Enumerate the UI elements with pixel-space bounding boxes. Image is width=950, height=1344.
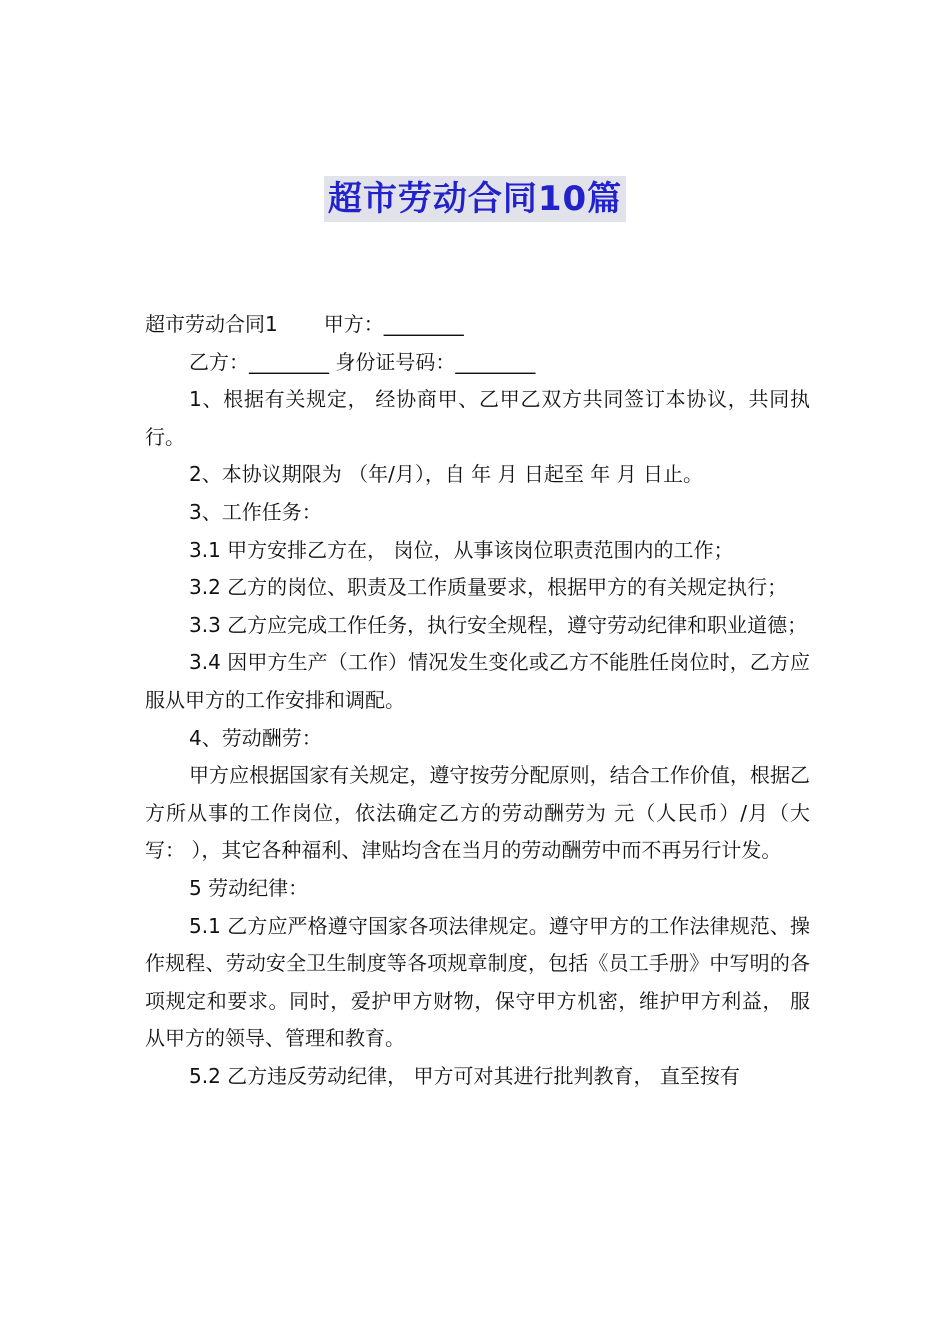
paragraph: 甲方应根据国家有关规定，遵守按劳分配原则，结合工作价值，根据乙方所从事的工作岗位，依法确定乙方的劳动酬劳为 元（人民币）/月（大写： ），其它各种福利、津贴均含在当月的劳动酬劳中而不再另行计发。 (145, 763, 810, 863)
paragraph: 4、劳动酬劳： (189, 725, 322, 750)
header-line (145, 306, 810, 344)
document-title: 超市劳动合同10篇 (324, 176, 626, 222)
party-a-field: 甲方：________ (323, 312, 464, 336)
paragraph: 3.4 因甲方生产（工作）情况发生变化或乙方不能胜任岗位时，乙方应服从甲方的工作安排和调配。 (145, 650, 810, 712)
paragraph: 2、本协议期限为 （年/月），自 年 月 日起至 年 月 日止。 (189, 462, 703, 487)
paragraph: 1、根据有关规定， 经协商甲、乙甲乙双方共同签订本协议，共同执行。 (145, 387, 810, 449)
paragraph: 3.3 乙方应完成工作任务，执行安全规程，遵守劳动纪律和职业道德； (189, 612, 808, 637)
paragraph: 5 劳动纪律： (189, 875, 309, 900)
document-body (145, 306, 810, 1095)
title-block (0, 176, 950, 228)
paragraph: 3、工作任务： (189, 499, 322, 524)
paragraph: 乙方：________ 身份证号码：________ (189, 349, 536, 374)
paragraph: 3.1 甲方安排乙方在， 岗位，从事该岗位职责范围内的工作； (189, 537, 734, 562)
paragraph: 5.1 乙方应严格遵守国家各项法律规定。遵守甲方的工作法律规范、操作规程、劳动安全卫生制度等各项规章制度，包括《员工手册》中写明的各项规定和要求。同时，爱护甲方财物，保守甲方机密，维护甲方利益， 服从甲方的领导、管理和教育。 (145, 913, 810, 1051)
contract-name: 超市劳动合同1 (145, 312, 278, 336)
paragraph: 3.2 乙方的岗位、职责及工作质量要求，根据甲方的有关规定执行； (189, 575, 788, 600)
paragraph: 5.2 乙方违反劳动纪律， 甲方可对其进行批判教育， 直至按有 (189, 1063, 740, 1088)
